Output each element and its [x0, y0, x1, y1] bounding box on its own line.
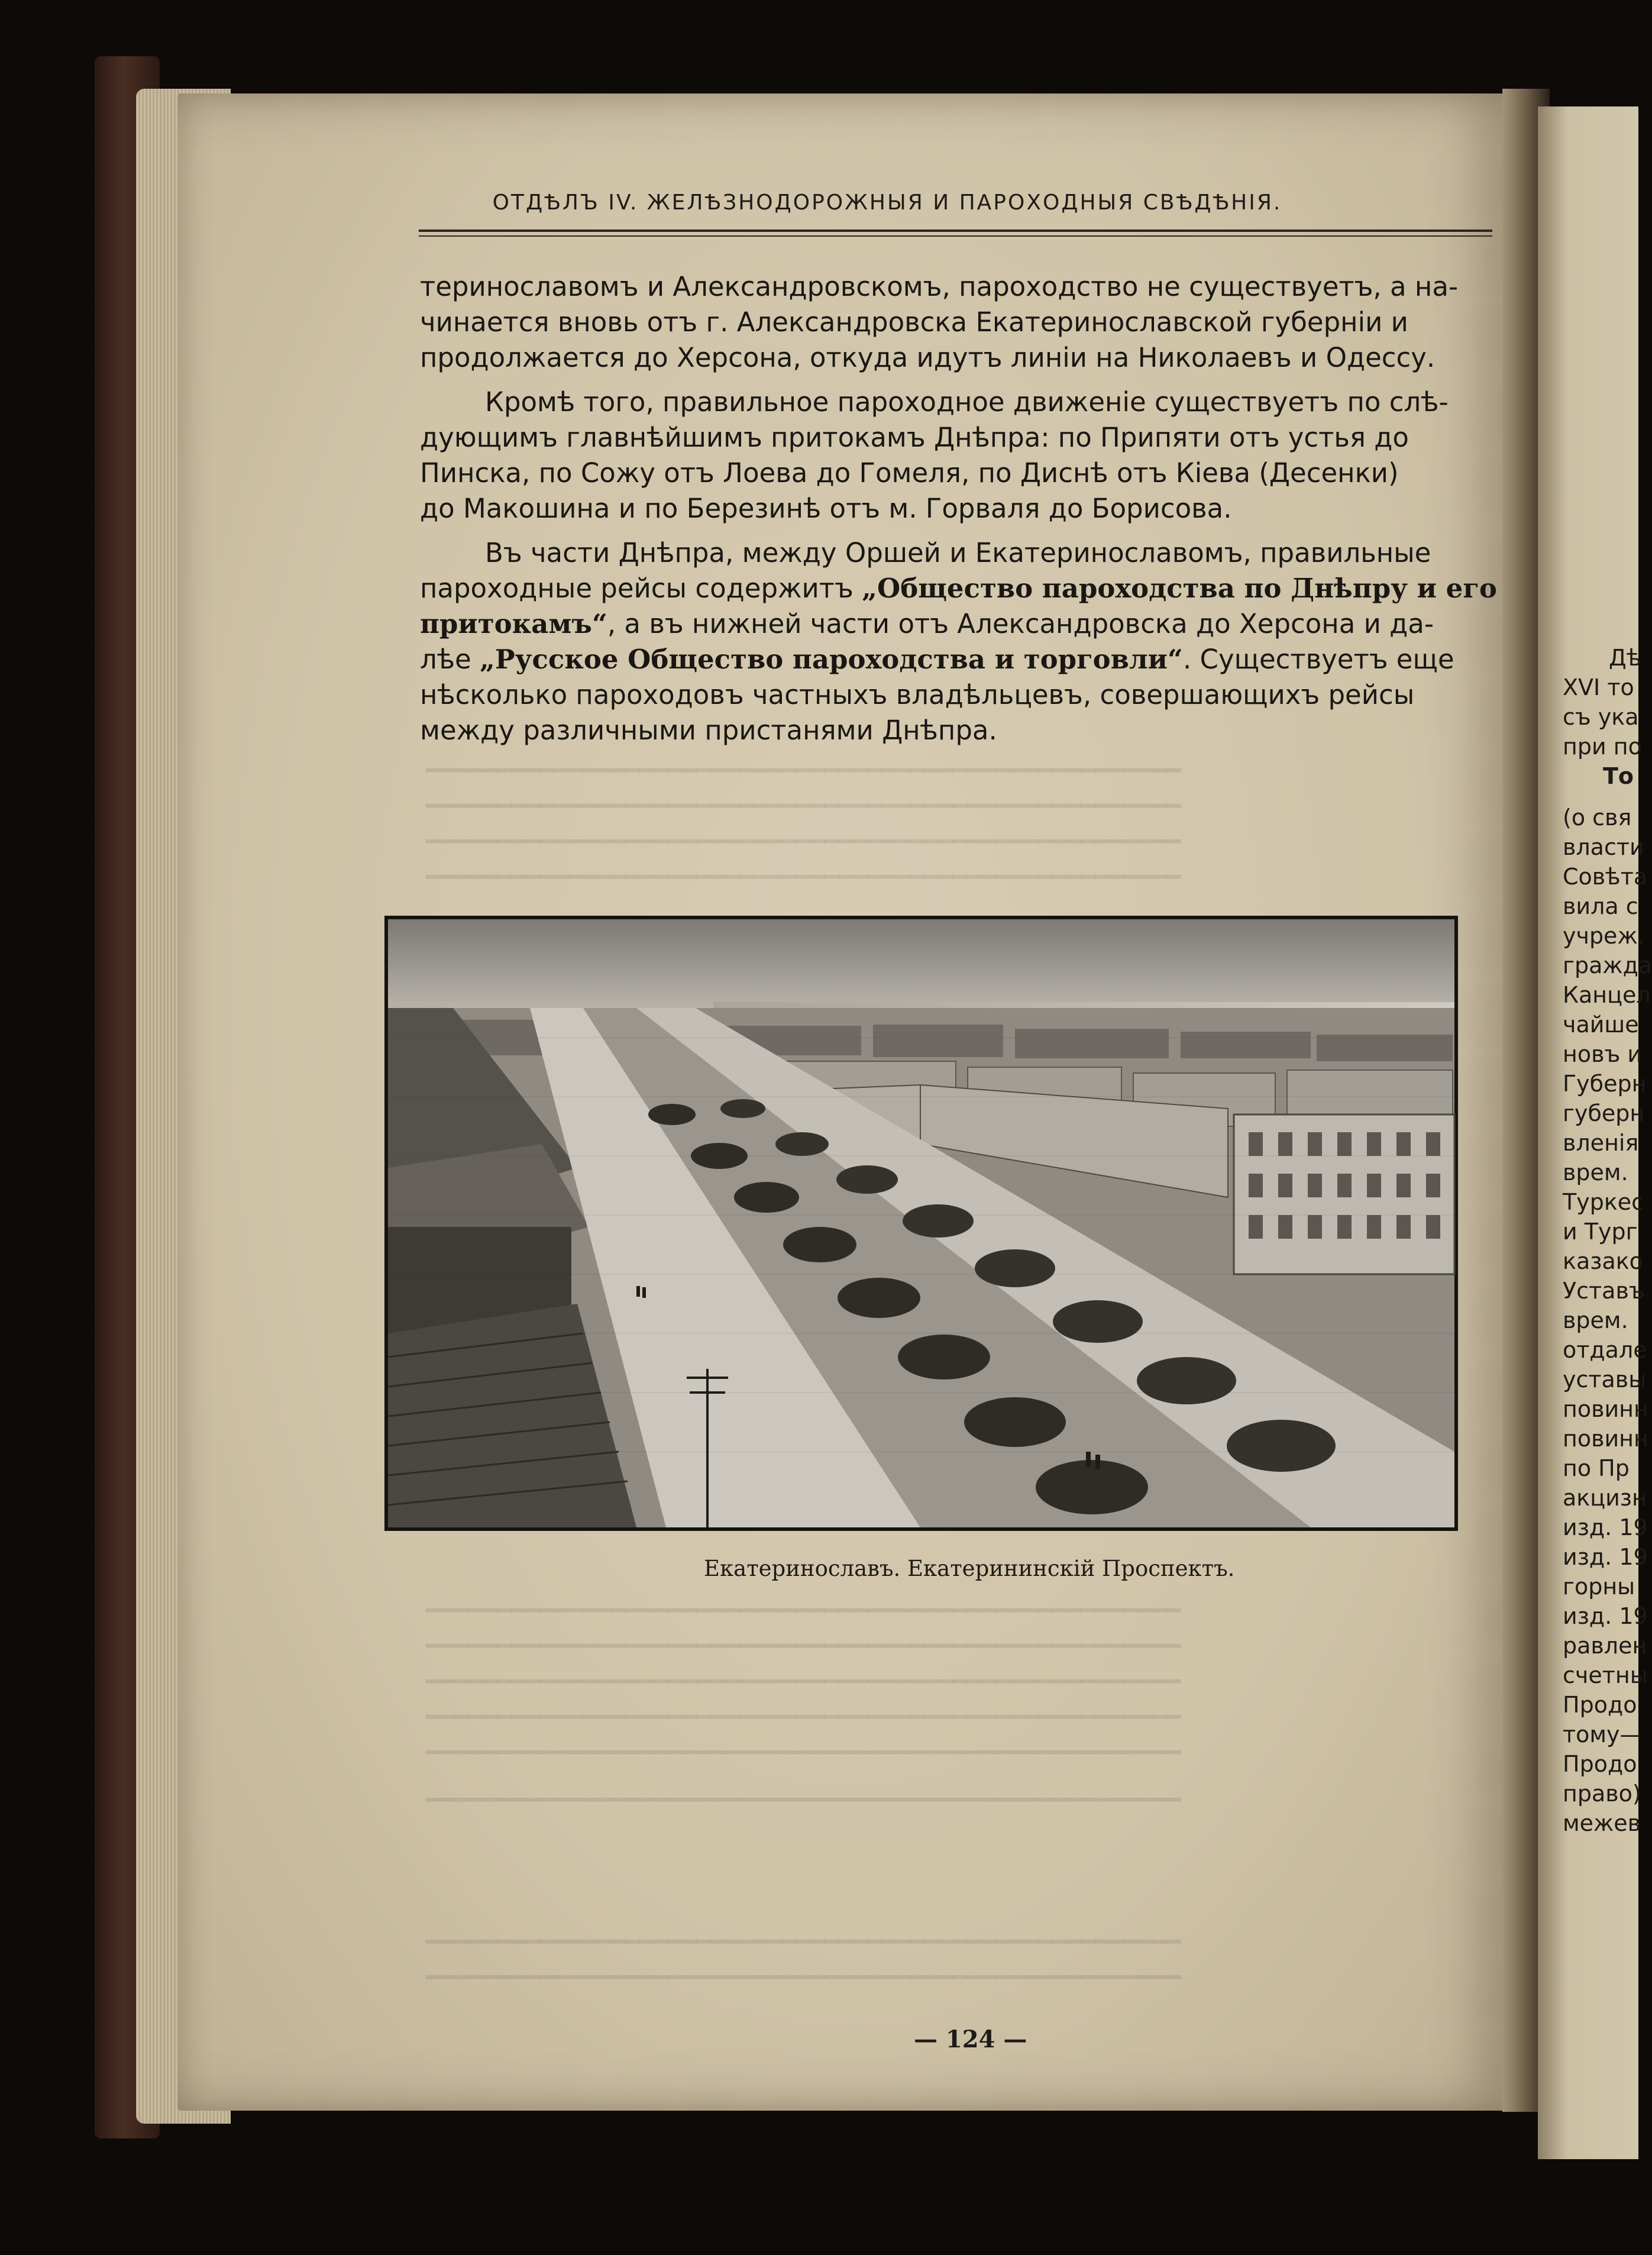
right-page-line: вленія: [1563, 1130, 1639, 1156]
paragraph-3-line: [420, 571, 1497, 606]
right-page-line: акцизн: [1563, 1485, 1647, 1511]
paragraph-2-line: Кромѣ того, правильное пароходное движеніе существуетъ по слѣ-: [485, 386, 1449, 418]
running-head: ОТДѢЛЪ IV. ЖЕЛѢЗНОДОРОЖНЫЯ И ПАРОХОДНЫЯ СВѢДѢНІЯ.: [492, 190, 1282, 215]
right-page-line: То: [1603, 763, 1634, 789]
right-page-line: повинн: [1563, 1426, 1648, 1452]
right-page-line: Канцел: [1563, 982, 1651, 1008]
paragraph-2-line: до Макошина и по Березинѣ отъ м. Горваля до Борисова.: [420, 493, 1232, 524]
society-name-russian: „Русское Общество пароходства и торговли“: [480, 644, 1183, 675]
right-page-line: Губерн: [1563, 1071, 1647, 1097]
right-page-line: XVI то: [1563, 674, 1634, 700]
sky: [388, 919, 1454, 1008]
right-page-line: межев: [1563, 1810, 1641, 1836]
paragraph-1-line: чинается вновь отъ г. Александровска Екатеринославской губерніи и: [420, 306, 1408, 338]
right-page-line: отдале: [1563, 1337, 1647, 1363]
right-page-line: уставы: [1563, 1366, 1647, 1393]
right-page-line: повинн: [1563, 1396, 1648, 1422]
society-name-dnieper: „Общество пароходства по Днѣпру и его: [862, 573, 1497, 604]
right-page-line: тому—: [1563, 1721, 1643, 1747]
right-page-line: съ ука: [1563, 704, 1639, 730]
right-page-line: изд. 19: [1563, 1514, 1648, 1540]
right-page-line: и Тург: [1563, 1219, 1638, 1245]
photo-caption: Екатеринославъ. Екатерининскій Проспектъ.: [704, 1556, 1235, 1581]
paragraph-2: [420, 385, 1449, 526]
right-page-line: Совѣта: [1563, 864, 1648, 890]
right-page-line: счетны: [1563, 1662, 1648, 1688]
society-name-dnieper-cont: притокамъ“: [420, 608, 607, 639]
right-page-line: Продо: [1563, 1751, 1637, 1777]
paragraph-3-line: Въ части Днѣпра, между Оршей и Екатеринославомъ, правильные: [485, 537, 1431, 568]
header-rule-thick: [419, 230, 1492, 232]
paragraph-3-text: , а въ нижней части отъ Александровска до Херсона и да-: [607, 608, 1434, 639]
paragraph-1: [420, 269, 1458, 376]
paragraph-1-line: продолжается до Херсона, откуда идутъ линіи на Николаевъ и Одессу.: [420, 342, 1436, 373]
paragraph-2-line: Пинска, по Сожу отъ Лоева до Гомеля, по Диснѣ отъ Кіева (Десенки): [420, 457, 1399, 489]
right-page-line: при по: [1563, 734, 1642, 760]
header-rule-thin: [419, 235, 1492, 237]
right-page: [1538, 106, 1652, 2159]
paragraph-3-text: . Существуетъ еще: [1182, 644, 1454, 675]
photo-illustration: [388, 919, 1454, 1527]
page-number: — 124 —: [914, 2025, 1027, 2053]
paragraph-3-line: [420, 642, 1497, 677]
right-page-line: право): [1563, 1781, 1641, 1807]
right-page-line: Туркес: [1563, 1189, 1644, 1215]
right-page-line: (о свя: [1563, 805, 1632, 831]
paragraph-3: [420, 535, 1497, 748]
paragraph-3-line: [420, 606, 1497, 642]
right-page-line: по Пр: [1563, 1455, 1630, 1481]
right-page-line: равлен: [1563, 1633, 1647, 1659]
right-page-line: врем.: [1563, 1159, 1628, 1185]
right-page-line: Уставъ: [1563, 1278, 1645, 1304]
paragraph-3-line: между различными пристанями Днѣпра.: [420, 715, 997, 746]
right-page-line: Продо: [1563, 1692, 1637, 1718]
right-page-line: горны: [1563, 1574, 1635, 1600]
right-page-line: Дѣ: [1609, 645, 1642, 671]
right-page-line: власти: [1563, 834, 1644, 860]
right-page-line: новъ и: [1563, 1041, 1643, 1067]
right-page-line: изд. 19: [1563, 1603, 1648, 1629]
right-page-line: чайше: [1563, 1012, 1639, 1038]
right-page-line: гражда: [1563, 952, 1652, 978]
paragraph-3-text: лѣе: [420, 644, 480, 675]
paragraph-3-text: пароходные рейсы содержитъ: [420, 573, 862, 604]
right-page-line: вила с: [1563, 893, 1638, 919]
right-page-line: учреж.: [1563, 923, 1645, 949]
right-page-line: изд. 19: [1563, 1544, 1648, 1570]
city-photograph: [384, 916, 1458, 1531]
right-page-line: врем.: [1563, 1307, 1628, 1333]
paragraph-2-line: дующимъ главнѣйшимъ притокамъ Днѣпра: по Припяти отъ устья до: [420, 422, 1409, 453]
right-page-line: казако: [1563, 1248, 1643, 1274]
paragraph-1-line: теринославомъ и Александровскомъ, пароходство не существуетъ, а на-: [420, 271, 1459, 302]
paragraph-3-line: нѣсколько пароходовъ частныхъ владѣльцевъ, совершающихъ рейсы: [420, 679, 1415, 710]
right-page-line: губерн: [1563, 1100, 1645, 1126]
